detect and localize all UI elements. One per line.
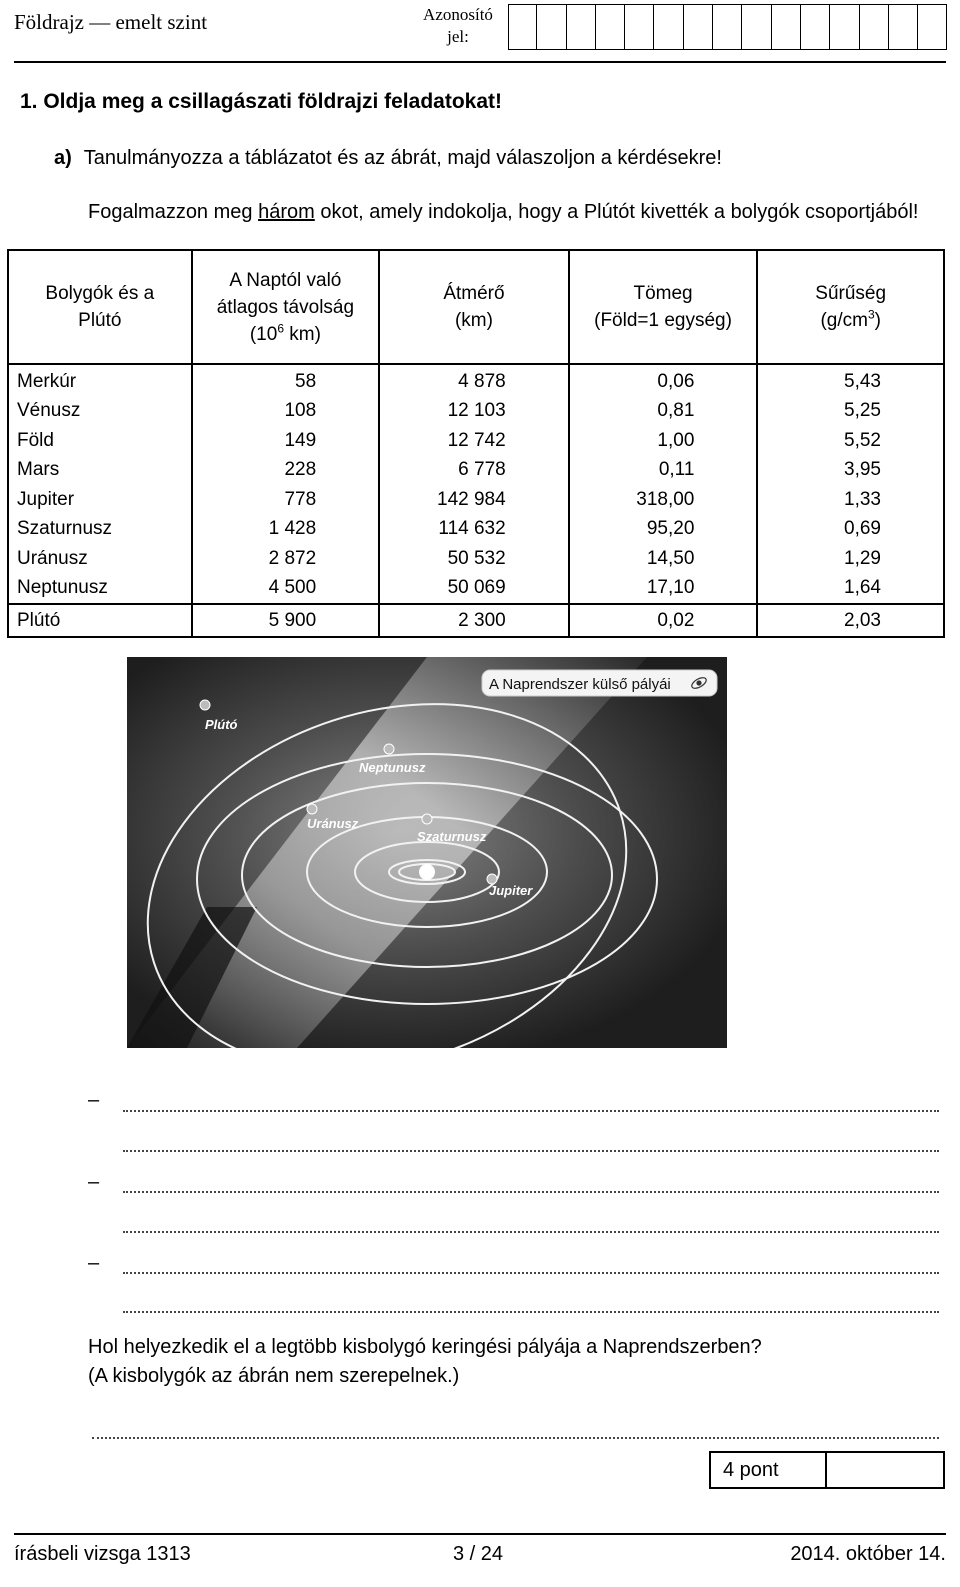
subtask-a — [54, 147, 722, 170]
planet-saturn — [422, 814, 432, 824]
subtask-label: a) — [54, 147, 72, 169]
id-box[interactable] — [742, 4, 771, 50]
planet-data-table — [7, 249, 945, 638]
label-neptune: Neptunusz — [359, 760, 426, 775]
score-label: 4 pont — [711, 1453, 827, 1487]
col-header-distance: A Naptól való átlagos távolság ($10^6$ km) — [192, 250, 380, 364]
answer-line-3b[interactable] — [123, 1311, 939, 1313]
label-uranus: Uránusz — [307, 816, 359, 831]
answer-dash-3: – — [88, 1252, 100, 1274]
id-box[interactable] — [567, 4, 596, 50]
id-box[interactable] — [596, 4, 625, 50]
score-input-cell[interactable] — [827, 1453, 943, 1487]
answer-line-1b[interactable] — [123, 1150, 939, 1152]
footer-page-number: 3 / 24 — [453, 1543, 504, 1565]
subtask-text: Tanulmányozza a táblázatot és az ábrát, majd válaszoljon a kérdésekre! — [83, 147, 722, 169]
col-header-planet: Bolygók és a Plútó — [8, 250, 192, 364]
table-row: Föld 149 12 742 1,00 5,52 — [8, 426, 944, 456]
id-box[interactable] — [801, 4, 830, 50]
id-label — [412, 4, 504, 48]
table-row: Vénusz 108 12 103 0,81 5,25 — [8, 397, 944, 427]
id-code-boxes[interactable] — [508, 4, 947, 50]
label-pluto: Plútó — [205, 717, 238, 732]
id-box[interactable] — [772, 4, 801, 50]
footer-divider — [14, 1533, 946, 1535]
label-jupiter: Jupiter — [489, 883, 533, 898]
label-saturn: Szaturnusz — [417, 829, 487, 844]
figure-caption: A Naprendszer külső pályái — [489, 676, 671, 693]
answer-dash-2: – — [88, 1171, 100, 1193]
id-box[interactable] — [684, 4, 713, 50]
id-box[interactable] — [625, 4, 654, 50]
task-title: 1. Oldja meg a csillagászati földrajzi feladatokat! — [20, 90, 502, 113]
footer-exam-id: írásbeli vizsga 1313 — [14, 1543, 191, 1565]
id-label-line1: Azonosító — [423, 5, 493, 24]
id-box[interactable] — [860, 4, 889, 50]
table-row-pluto: Plútó 5 900 2 300 0,02 2,03 — [8, 604, 944, 637]
answer-line-1a[interactable] — [123, 1110, 939, 1112]
planet-neptune — [384, 744, 394, 754]
table-row: Neptunusz 4 500 50 069 17,10 1,64 — [8, 574, 944, 605]
question-line2: (A kisbolygók az ábrán nem szerepelnek.) — [88, 1365, 460, 1387]
score-box — [709, 1451, 945, 1489]
instruction — [88, 197, 940, 228]
table-row: Uránusz 2 872 50 532 14,50 1,29 — [8, 544, 944, 574]
table-row: Merkúr 58 4 878 0,06 5,43 — [8, 364, 944, 397]
id-label-line2: jel: — [447, 27, 469, 46]
col-header-density: Sűrűség $(g/cm^3)$ — [757, 250, 944, 364]
question-line1: Hol helyezkedik el a legtöbb kisbolygó keringési pályája a Naprendszerben? — [88, 1336, 762, 1358]
answer-line-3a[interactable] — [123, 1272, 939, 1274]
id-box[interactable] — [654, 4, 683, 50]
col-header-mass: Tömeg (Föld=1 egység) — [569, 250, 758, 364]
subject-title: Földrajz — emelt szint — [14, 10, 208, 34]
footer-date: 2014. október 14. — [790, 1543, 946, 1565]
answer-dash-1: – — [88, 1089, 100, 1111]
answer-line-2b[interactable] — [123, 1231, 939, 1233]
id-box[interactable] — [508, 4, 537, 50]
id-box[interactable] — [537, 4, 566, 50]
sun — [419, 864, 435, 880]
table-row: Mars 228 6 778 0,11 3,95 — [8, 456, 944, 486]
table-row: Jupiter 778 142 984 318,00 1,33 — [8, 485, 944, 515]
id-box[interactable] — [918, 4, 947, 50]
answer-line-2a[interactable] — [123, 1191, 939, 1193]
id-box[interactable] — [830, 4, 859, 50]
instruction-pre: Fogalmazzon meg — [88, 201, 259, 223]
table-header-row — [8, 250, 944, 364]
instruction-post: okot, amely indokolja, hogy a Plútót kivették a bolygók csoportjából! — [314, 201, 919, 223]
col-header-diameter: Átmérő (km) — [379, 250, 569, 364]
planet-uranus — [307, 804, 317, 814]
outer-solar-system-orbits-figure — [127, 657, 727, 1048]
question-asteroids — [88, 1333, 762, 1391]
table-row: Szaturnusz 1 428 114 632 95,20 0,69 — [8, 515, 944, 545]
id-box[interactable] — [713, 4, 742, 50]
answer-line-asteroids[interactable] — [92, 1437, 939, 1439]
id-box[interactable] — [889, 4, 918, 50]
instruction-underlined: három — [258, 201, 315, 223]
header-divider — [14, 61, 946, 63]
planet-pluto — [200, 700, 210, 710]
